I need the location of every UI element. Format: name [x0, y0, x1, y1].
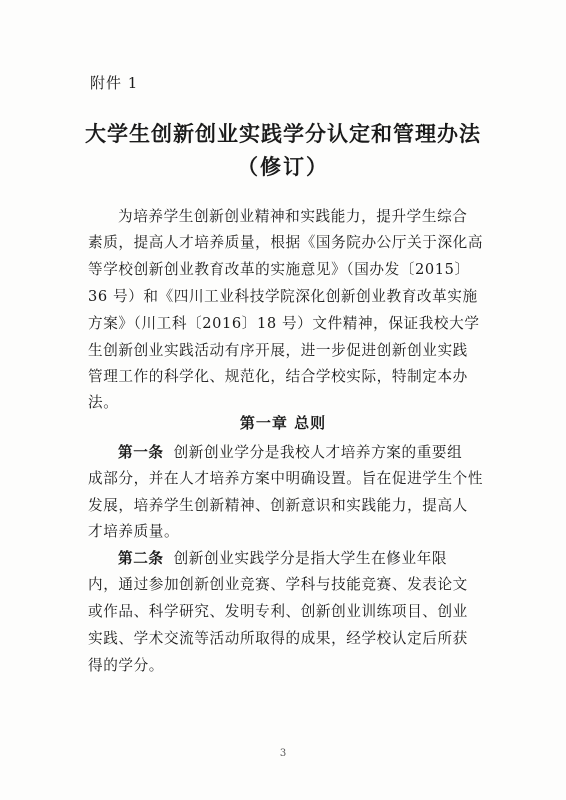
- article-2-line: 实践、学术交流等活动所取得的成果，经学校认定后所获: [88, 630, 468, 647]
- attachment-label: 附件 1: [90, 74, 139, 92]
- intro-line: 等学校创新创业教育改革的实施意见》（国办发〔2015〕: [88, 261, 470, 278]
- article-1-label: 第一条: [118, 444, 164, 461]
- intro-line: 法。: [88, 394, 119, 411]
- article-1-line: 发展，培养学生创新精神、创新意识和实践能力，提高人: [88, 497, 468, 514]
- article-2-label: 第二条: [118, 550, 164, 567]
- article-1-line: 成部分，并在人才培养方案中明确设置。旨在促进学生个性: [88, 470, 484, 487]
- intro-line: 素质，提高人才培养质量，根据《国务院办公厅关于深化高: [88, 234, 484, 251]
- intro-line: 36 号）和《四川工业科技学院深化创新创业教育改革实施: [88, 288, 478, 305]
- article-2-line: 或作品、科学研究、发明专利、创新创业训练项目、创业: [88, 603, 468, 620]
- intro-line: 为培养学生创新创业精神和实践能力，提升学生综合: [118, 208, 468, 225]
- article-2-line: 得的学分。: [88, 657, 164, 674]
- article-1-text: 创新创业学分是我校人才培养方案的重要组: [173, 444, 463, 461]
- document-subtitle: （修订）: [237, 154, 329, 179]
- article-2-first-line: [118, 549, 484, 569]
- intro-line: 生创新创业实践活动有序开展，进一步促进创新创业实践: [88, 342, 468, 359]
- article-1-line: 才培养质量。: [88, 523, 180, 540]
- article-1-first-line: [118, 443, 484, 463]
- document-title: 大学生创新创业实践学分认定和管理办法: [85, 121, 481, 146]
- intro-line: 方案》（川工科〔2016〕18 号）文件精神，保证我校大学: [88, 315, 480, 332]
- article-2-text: 创新创业实践学分是指大学生在修业年限: [173, 550, 448, 567]
- chapter-heading: 第一章 总则: [239, 414, 327, 432]
- intro-line: 管理工作的科学化、规范化，结合学校实际，特制定本办: [88, 368, 468, 385]
- page-number: 3: [279, 748, 287, 759]
- article-2-line: 内，通过参加创新创业竞赛、学科与技能竞赛、发表论文: [88, 576, 468, 593]
